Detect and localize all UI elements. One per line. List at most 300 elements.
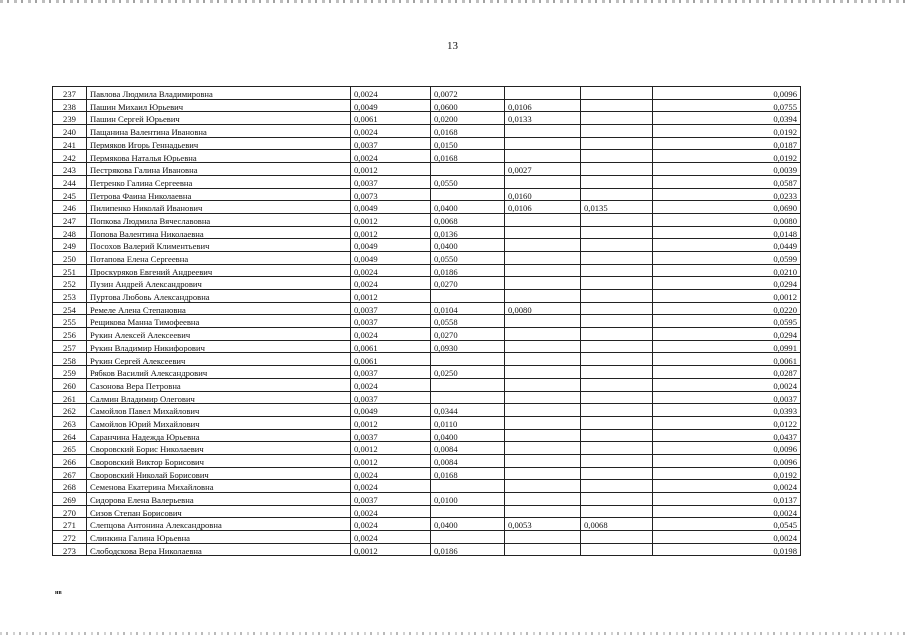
share-col-1-cell: 0,0012	[351, 543, 431, 556]
row-number-cell: 269	[53, 493, 87, 506]
share-col-3-cell: 0,0106	[505, 201, 581, 214]
share-col-4-cell	[581, 340, 653, 353]
row-number-cell: 258	[53, 353, 87, 366]
share-col-2-cell: 0,0400	[431, 429, 505, 442]
share-col-4-cell	[581, 99, 653, 112]
row-number-cell: 267	[53, 467, 87, 480]
share-col-3-cell: 0,0106	[505, 99, 581, 112]
person-name-cell: Рукин Алексей Алексеевич	[87, 328, 351, 341]
share-col-4-cell	[581, 328, 653, 341]
table-row	[53, 163, 801, 176]
row-number-cell: 244	[53, 175, 87, 188]
person-name-cell: Своровский Виктор Борисович	[87, 454, 351, 467]
share-col-4-cell	[581, 480, 653, 493]
share-col-3-cell	[505, 416, 581, 429]
share-col-4-cell	[581, 239, 653, 252]
person-name-cell: Своровский Николай Борисович	[87, 467, 351, 480]
share-col-1-cell: 0,0024	[351, 531, 431, 544]
share-col-3-cell	[505, 493, 581, 506]
share-col-4-cell	[581, 302, 653, 315]
page-number: 13	[447, 40, 458, 52]
table-row	[53, 251, 801, 264]
table-row	[53, 277, 801, 290]
share-col-1-cell: 0,0024	[351, 125, 431, 138]
share-total-cell: 0,0061	[653, 353, 801, 366]
table-row	[53, 518, 801, 531]
share-col-2-cell: 0,0168	[431, 150, 505, 163]
table-body	[53, 87, 801, 556]
person-name-cell: Рябков Василий Александрович	[87, 366, 351, 379]
share-col-1-cell: 0,0061	[351, 340, 431, 353]
share-total-cell: 0,0394	[653, 112, 801, 125]
row-number-cell: 240	[53, 125, 87, 138]
share-col-3-cell: 0,0027	[505, 163, 581, 176]
table-row	[53, 493, 801, 506]
scan-edge-top	[0, 0, 905, 3]
share-col-4-cell	[581, 226, 653, 239]
share-col-2-cell: 0,0110	[431, 416, 505, 429]
share-col-4-cell	[581, 290, 653, 303]
table-row	[53, 480, 801, 493]
share-col-2-cell: 0,0250	[431, 366, 505, 379]
share-col-4-cell	[581, 353, 653, 366]
share-col-2-cell: 0,0084	[431, 454, 505, 467]
share-col-2-cell	[431, 531, 505, 544]
person-name-cell: Павлова Людмила Владимировна	[87, 87, 351, 100]
share-col-4-cell	[581, 404, 653, 417]
table-row	[53, 391, 801, 404]
share-col-1-cell: 0,0037	[351, 175, 431, 188]
share-col-1-cell: 0,0037	[351, 493, 431, 506]
share-col-1-cell: 0,0024	[351, 264, 431, 277]
person-name-cell: Самойлов Юрий Михайлович	[87, 416, 351, 429]
share-col-3-cell	[505, 175, 581, 188]
share-col-1-cell: 0,0061	[351, 353, 431, 366]
share-total-cell: 0,0012	[653, 290, 801, 303]
table-row	[53, 137, 801, 150]
person-name-cell: Рукин Владимир Никифорович	[87, 340, 351, 353]
table-row	[53, 543, 801, 556]
share-total-cell: 0,0192	[653, 125, 801, 138]
row-number-cell: 246	[53, 201, 87, 214]
row-number-cell: 251	[53, 264, 87, 277]
table-row	[53, 429, 801, 442]
share-col-1-cell: 0,0012	[351, 442, 431, 455]
share-col-3-cell	[505, 328, 581, 341]
share-total-cell: 0,0233	[653, 188, 801, 201]
share-col-4-cell	[581, 150, 653, 163]
share-total-cell: 0,0096	[653, 454, 801, 467]
share-col-1-cell: 0,0061	[351, 112, 431, 125]
share-col-2-cell: 0,0200	[431, 112, 505, 125]
row-number-cell: 242	[53, 150, 87, 163]
person-name-cell: Семенова Екатерина Михайловна	[87, 480, 351, 493]
share-total-cell: 0,0991	[653, 340, 801, 353]
share-col-1-cell: 0,0024	[351, 467, 431, 480]
share-col-2-cell: 0,0186	[431, 264, 505, 277]
person-name-cell: Проскуряков Евгений Андреевич	[87, 264, 351, 277]
share-col-2-cell: 0,0084	[431, 442, 505, 455]
table-row	[53, 112, 801, 125]
share-col-4-cell	[581, 163, 653, 176]
table-row	[53, 201, 801, 214]
share-col-3-cell	[505, 315, 581, 328]
share-col-4-cell	[581, 442, 653, 455]
share-total-cell: 0,0024	[653, 378, 801, 391]
share-col-3-cell	[505, 543, 581, 556]
row-number-cell: 273	[53, 543, 87, 556]
person-name-cell: Пащанина Валентина Ивановна	[87, 125, 351, 138]
person-name-cell: Пузин Андрей Александрович	[87, 277, 351, 290]
share-col-4-cell	[581, 175, 653, 188]
share-col-1-cell: 0,0024	[351, 480, 431, 493]
share-col-3-cell	[505, 480, 581, 493]
row-number-cell: 271	[53, 518, 87, 531]
person-name-cell: Попкова Людмила Вячеславовна	[87, 213, 351, 226]
table-row	[53, 340, 801, 353]
share-total-cell: 0,0122	[653, 416, 801, 429]
row-number-cell: 250	[53, 251, 87, 264]
share-col-2-cell: 0,0100	[431, 493, 505, 506]
share-col-1-cell: 0,0012	[351, 226, 431, 239]
share-col-1-cell: 0,0024	[351, 150, 431, 163]
share-col-2-cell: 0,0068	[431, 213, 505, 226]
person-name-cell: Рещикова Манна Тимофеевна	[87, 315, 351, 328]
share-col-2-cell	[431, 188, 505, 201]
share-total-cell: 0,0595	[653, 315, 801, 328]
share-col-4-cell: 0,0068	[581, 518, 653, 531]
share-total-cell: 0,0393	[653, 404, 801, 417]
share-total-cell: 0,0690	[653, 201, 801, 214]
share-col-3-cell	[505, 87, 581, 100]
row-number-cell: 266	[53, 454, 87, 467]
table-row	[53, 188, 801, 201]
share-col-2-cell	[431, 378, 505, 391]
table-row	[53, 290, 801, 303]
share-col-2-cell: 0,0168	[431, 125, 505, 138]
share-col-2-cell: 0,0400	[431, 201, 505, 214]
person-name-cell: Потапова Елена Сергеевна	[87, 251, 351, 264]
share-total-cell: 0,0192	[653, 150, 801, 163]
share-total-cell: 0,0287	[653, 366, 801, 379]
person-name-cell: Посохов Валерий Климентьевич	[87, 239, 351, 252]
share-total-cell: 0,0599	[653, 251, 801, 264]
share-total-cell: 0,0037	[653, 391, 801, 404]
table-row	[53, 353, 801, 366]
share-col-1-cell: 0,0012	[351, 454, 431, 467]
share-col-4-cell	[581, 391, 653, 404]
share-col-4-cell: 0,0135	[581, 201, 653, 214]
share-col-4-cell	[581, 416, 653, 429]
share-col-2-cell: 0,0150	[431, 137, 505, 150]
row-number-cell: 243	[53, 163, 87, 176]
share-col-3-cell	[505, 150, 581, 163]
share-col-1-cell: 0,0024	[351, 378, 431, 391]
row-number-cell: 264	[53, 429, 87, 442]
share-col-1-cell: 0,0037	[351, 315, 431, 328]
share-col-1-cell: 0,0024	[351, 505, 431, 518]
share-total-cell: 0,0294	[653, 328, 801, 341]
row-number-cell: 262	[53, 404, 87, 417]
row-number-cell: 249	[53, 239, 87, 252]
person-name-cell: Слободскова Вера Николаевна	[87, 543, 351, 556]
table-row	[53, 150, 801, 163]
share-col-1-cell: 0,0012	[351, 290, 431, 303]
share-col-1-cell: 0,0012	[351, 213, 431, 226]
share-col-4-cell	[581, 112, 653, 125]
share-col-2-cell: 0,0550	[431, 251, 505, 264]
share-total-cell: 0,0024	[653, 480, 801, 493]
share-col-1-cell: 0,0037	[351, 302, 431, 315]
share-col-3-cell	[505, 125, 581, 138]
share-col-4-cell	[581, 125, 653, 138]
share-col-2-cell	[431, 353, 505, 366]
share-col-3-cell: 0,0160	[505, 188, 581, 201]
share-total-cell: 0,0096	[653, 442, 801, 455]
table-row	[53, 239, 801, 252]
share-col-3-cell	[505, 442, 581, 455]
person-name-cell: Пашин Сергей Юрьевич	[87, 112, 351, 125]
share-col-2-cell: 0,0558	[431, 315, 505, 328]
person-name-cell: Пилипенко Николай Иванович	[87, 201, 351, 214]
share-col-2-cell	[431, 290, 505, 303]
share-total-cell: 0,0587	[653, 175, 801, 188]
person-name-cell: Петренко Галина Сергеевна	[87, 175, 351, 188]
shareholder-table	[52, 86, 801, 556]
share-col-3-cell	[505, 531, 581, 544]
share-col-3-cell	[505, 226, 581, 239]
table-row	[53, 378, 801, 391]
share-col-4-cell	[581, 188, 653, 201]
share-col-3-cell	[505, 213, 581, 226]
share-col-3-cell	[505, 505, 581, 518]
share-col-2-cell: 0,0550	[431, 175, 505, 188]
share-col-1-cell: 0,0049	[351, 99, 431, 112]
share-col-3-cell	[505, 137, 581, 150]
person-name-cell: Пашин Михаил Юрьевич	[87, 99, 351, 112]
row-number-cell: 252	[53, 277, 87, 290]
share-col-1-cell: 0,0037	[351, 391, 431, 404]
share-total-cell: 0,0039	[653, 163, 801, 176]
share-col-1-cell: 0,0024	[351, 328, 431, 341]
row-number-cell: 261	[53, 391, 87, 404]
share-col-3-cell	[505, 264, 581, 277]
share-col-4-cell	[581, 137, 653, 150]
share-col-2-cell: 0,0168	[431, 467, 505, 480]
share-col-2-cell: 0,0270	[431, 277, 505, 290]
share-col-1-cell: 0,0049	[351, 201, 431, 214]
share-col-2-cell: 0,0136	[431, 226, 505, 239]
share-col-2-cell: 0,0104	[431, 302, 505, 315]
table-row	[53, 87, 801, 100]
table-row	[53, 302, 801, 315]
person-name-cell: Пермякова Наталья Юрьевна	[87, 150, 351, 163]
share-col-4-cell	[581, 543, 653, 556]
share-col-3-cell	[505, 391, 581, 404]
person-name-cell: Пермяков Игорь Геннадьевич	[87, 137, 351, 150]
share-col-2-cell: 0,0400	[431, 239, 505, 252]
share-col-1-cell: 0,0037	[351, 429, 431, 442]
share-col-4-cell	[581, 87, 653, 100]
share-col-1-cell: 0,0012	[351, 416, 431, 429]
table-row	[53, 226, 801, 239]
footer-mark: нв	[55, 590, 62, 596]
table-row	[53, 416, 801, 429]
share-col-3-cell	[505, 454, 581, 467]
share-col-4-cell	[581, 429, 653, 442]
share-col-2-cell: 0,0072	[431, 87, 505, 100]
share-col-1-cell: 0,0049	[351, 404, 431, 417]
share-col-4-cell	[581, 531, 653, 544]
share-total-cell: 0,0545	[653, 518, 801, 531]
share-total-cell: 0,0437	[653, 429, 801, 442]
row-number-cell: 263	[53, 416, 87, 429]
table-row	[53, 531, 801, 544]
row-number-cell: 239	[53, 112, 87, 125]
share-col-1-cell: 0,0037	[351, 137, 431, 150]
share-col-4-cell	[581, 251, 653, 264]
person-name-cell: Ремеле Алена Степановна	[87, 302, 351, 315]
share-total-cell: 0,0137	[653, 493, 801, 506]
row-number-cell: 272	[53, 531, 87, 544]
share-col-3-cell	[505, 467, 581, 480]
table-row	[53, 175, 801, 188]
share-col-1-cell: 0,0049	[351, 239, 431, 252]
person-name-cell: Петрова Фаина Николаевна	[87, 188, 351, 201]
person-name-cell: Сидорова Елена Валерьевна	[87, 493, 351, 506]
share-total-cell: 0,0755	[653, 99, 801, 112]
share-col-3-cell	[505, 277, 581, 290]
table-row	[53, 454, 801, 467]
share-col-3-cell	[505, 251, 581, 264]
row-number-cell: 253	[53, 290, 87, 303]
share-col-3-cell	[505, 340, 581, 353]
share-col-2-cell: 0,0270	[431, 328, 505, 341]
table-row	[53, 366, 801, 379]
person-name-cell: Слепцова Антонина Александровна	[87, 518, 351, 531]
person-name-cell: Сворoвский Борис Николаевич	[87, 442, 351, 455]
row-number-cell: 237	[53, 87, 87, 100]
share-col-1-cell: 0,0024	[351, 518, 431, 531]
share-col-4-cell	[581, 366, 653, 379]
table-row	[53, 99, 801, 112]
row-number-cell: 248	[53, 226, 87, 239]
share-col-4-cell	[581, 264, 653, 277]
row-number-cell: 256	[53, 328, 87, 341]
share-col-3-cell	[505, 239, 581, 252]
share-total-cell: 0,0220	[653, 302, 801, 315]
person-name-cell: Саранчина Надежда Юрьевна	[87, 429, 351, 442]
share-total-cell: 0,0024	[653, 531, 801, 544]
row-number-cell: 241	[53, 137, 87, 150]
share-col-1-cell: 0,0049	[351, 251, 431, 264]
share-total-cell: 0,0096	[653, 87, 801, 100]
row-number-cell: 260	[53, 378, 87, 391]
person-name-cell: Пестрякова Галина Ивановна	[87, 163, 351, 176]
row-number-cell: 259	[53, 366, 87, 379]
person-name-cell: Рукин Сергей Алексеевич	[87, 353, 351, 366]
table-row	[53, 467, 801, 480]
share-total-cell: 0,0080	[653, 213, 801, 226]
share-col-4-cell	[581, 277, 653, 290]
share-col-1-cell: 0,0012	[351, 163, 431, 176]
row-number-cell: 247	[53, 213, 87, 226]
share-col-4-cell	[581, 467, 653, 480]
share-col-1-cell: 0,0024	[351, 277, 431, 290]
share-total-cell: 0,0210	[653, 264, 801, 277]
row-number-cell: 255	[53, 315, 87, 328]
share-total-cell: 0,0187	[653, 137, 801, 150]
share-total-cell: 0,0192	[653, 467, 801, 480]
table-row	[53, 213, 801, 226]
share-col-3-cell	[505, 353, 581, 366]
share-col-3-cell: 0,0080	[505, 302, 581, 315]
table-row	[53, 505, 801, 518]
row-number-cell: 238	[53, 99, 87, 112]
row-number-cell: 265	[53, 442, 87, 455]
person-name-cell: Сизов Степан Борисович	[87, 505, 351, 518]
share-total-cell: 0,0294	[653, 277, 801, 290]
share-col-4-cell	[581, 454, 653, 467]
share-col-4-cell	[581, 378, 653, 391]
share-col-4-cell	[581, 213, 653, 226]
share-total-cell: 0,0449	[653, 239, 801, 252]
share-col-3-cell	[505, 378, 581, 391]
share-col-3-cell: 0,0133	[505, 112, 581, 125]
table-row	[53, 328, 801, 341]
share-col-1-cell: 0,0037	[351, 366, 431, 379]
table-row	[53, 315, 801, 328]
share-col-2-cell	[431, 391, 505, 404]
share-col-2-cell: 0,0600	[431, 99, 505, 112]
person-name-cell: Сазонова Вера Петровна	[87, 378, 351, 391]
scan-edge-bottom	[0, 632, 905, 635]
share-col-4-cell	[581, 493, 653, 506]
share-col-2-cell	[431, 505, 505, 518]
row-number-cell: 254	[53, 302, 87, 315]
person-name-cell: Слинкина Галина Юрьевна	[87, 531, 351, 544]
row-number-cell: 268	[53, 480, 87, 493]
row-number-cell: 257	[53, 340, 87, 353]
share-col-2-cell: 0,0930	[431, 340, 505, 353]
row-number-cell: 245	[53, 188, 87, 201]
table-row	[53, 125, 801, 138]
share-col-3-cell	[505, 404, 581, 417]
person-name-cell: Салмин Владимир Олегович	[87, 391, 351, 404]
person-name-cell: Самойлов Павел Михайлович	[87, 404, 351, 417]
share-col-3-cell	[505, 290, 581, 303]
row-number-cell: 270	[53, 505, 87, 518]
share-total-cell: 0,0198	[653, 543, 801, 556]
table-row	[53, 442, 801, 455]
share-col-3-cell	[505, 366, 581, 379]
share-col-2-cell: 0,0344	[431, 404, 505, 417]
share-col-1-cell: 0,0024	[351, 87, 431, 100]
share-col-2-cell: 0,0400	[431, 518, 505, 531]
table-row	[53, 264, 801, 277]
share-col-2-cell	[431, 480, 505, 493]
share-col-4-cell	[581, 315, 653, 328]
share-col-2-cell: 0,0186	[431, 543, 505, 556]
share-col-4-cell	[581, 505, 653, 518]
share-col-3-cell: 0,0053	[505, 518, 581, 531]
person-name-cell: Пуртова Любовь Александровна	[87, 290, 351, 303]
share-col-1-cell: 0,0073	[351, 188, 431, 201]
share-col-2-cell	[431, 163, 505, 176]
share-total-cell: 0,0024	[653, 505, 801, 518]
share-total-cell: 0,0148	[653, 226, 801, 239]
share-col-3-cell	[505, 429, 581, 442]
